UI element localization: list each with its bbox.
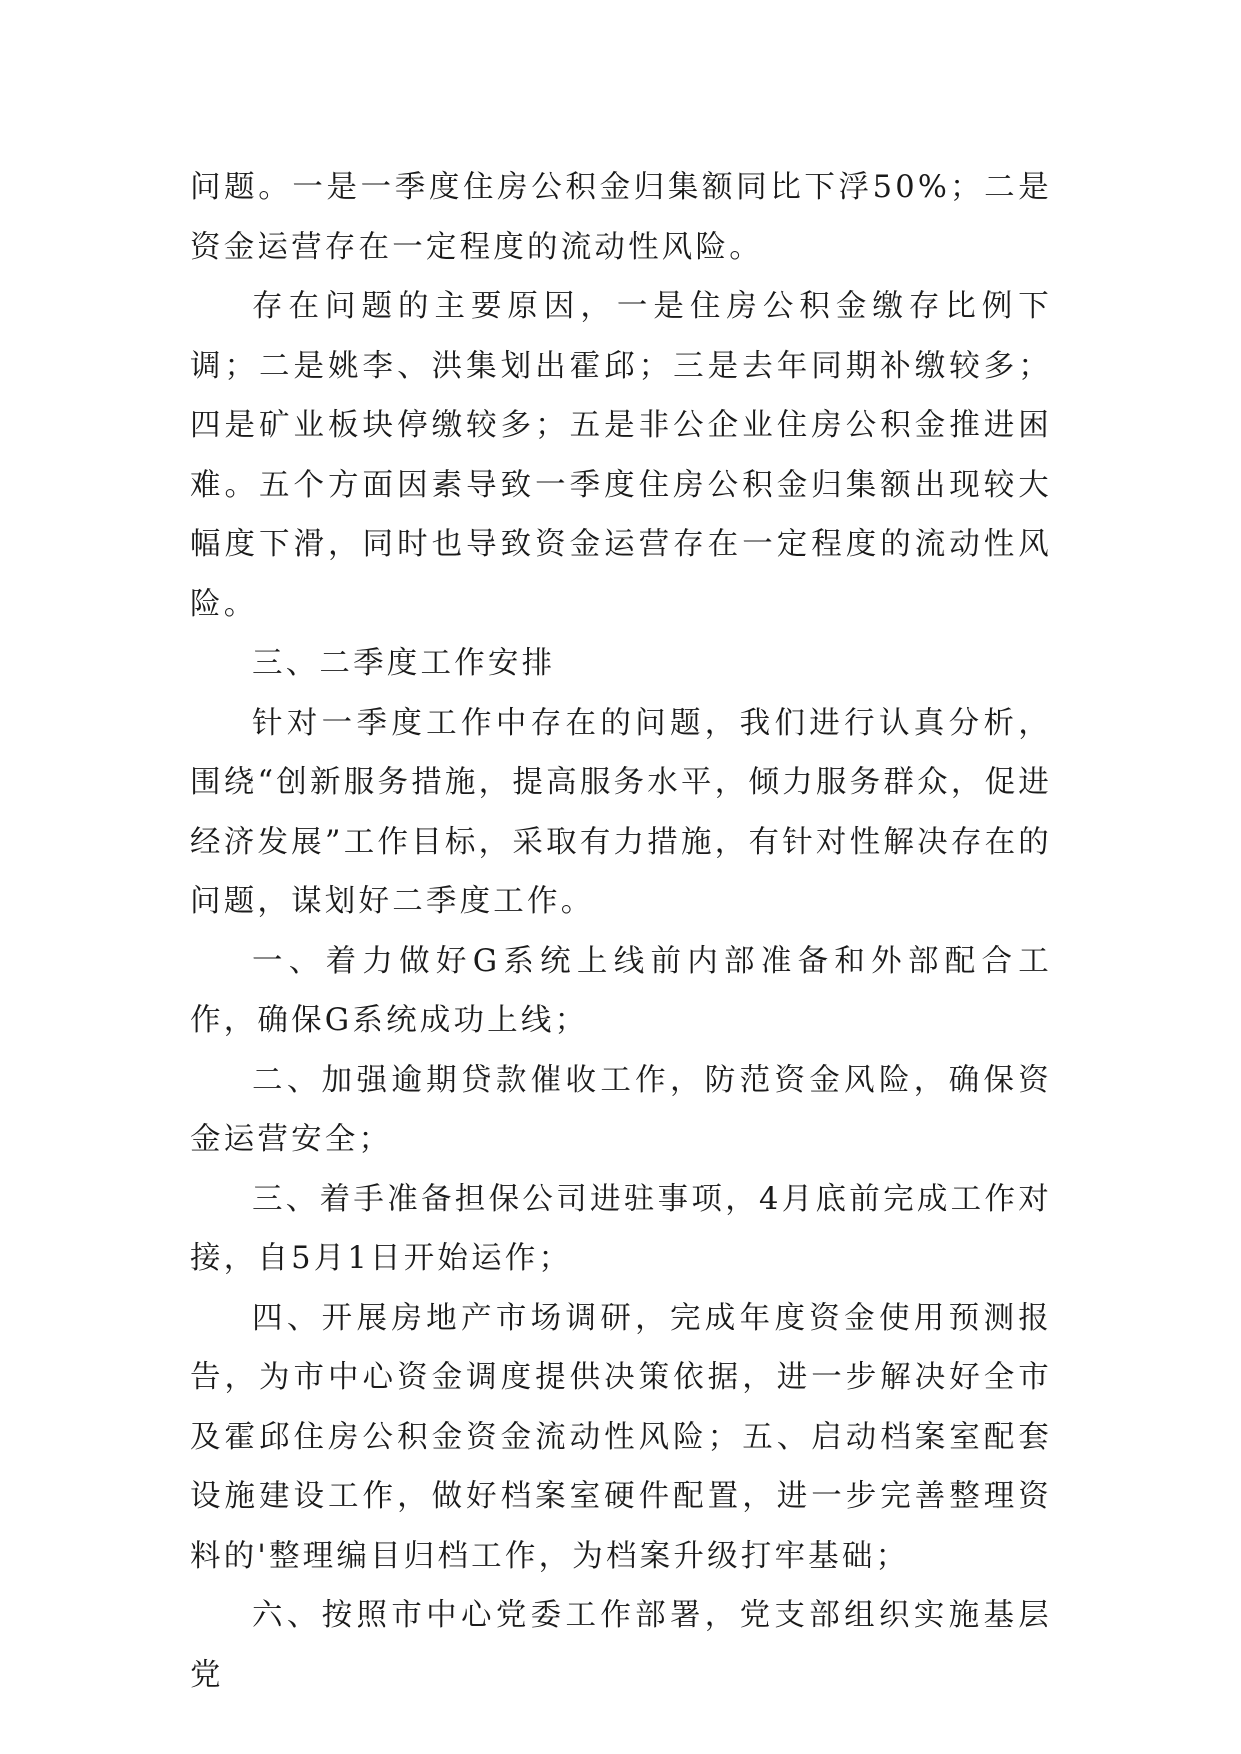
list-item-4-5: 四、开展房地产市场调研，完成年度资金使用预测报告，为市中心资金调度提供决策依据，进一步解决好全市及霍邱住房公积金资金流动性风险；五、启动档案室配套设施建设工作，做好档案室硬件配置，进一步完善整理资料的'整理编目归档工作，为档案升级打牢基础； <box>190 1300 1052 1574</box>
section-heading-q2-plan: 三、二季度工作安排 <box>252 646 556 681</box>
document-body <box>190 158 1052 1705</box>
paragraph-main-causes: 存在问题的主要原因，一是住房公积金缴存比例下调；二是姚李、洪集划出霍邱；三是去年同期补缴较多；四是矿业板块停缴较多；五是非公企业住房公积金推进困难。五个方面因素导致一季度住房公积金归集额出现较大幅度下滑，同时也导致资金运营存在一定程度的流动性风险。 <box>190 289 1052 622</box>
list-item-1: 一、着力做好G系统上线前内部准备和外部配合工作，确保G系统成功上线； <box>190 943 1052 1038</box>
paragraph-q2-intro: 针对一季度工作中存在的问题，我们进行认真分析，围绕“创新服务措施，提高服务水平，倾力服务群众，促进经济发展”工作目标，采取有力措施，有针对性解决存在的问题，谋划好二季度工作。 <box>190 705 1052 919</box>
list-item-3: 三、着手准备担保公司进驻事项，4月底前完成工作对接，自5月1日开始运作； <box>190 1181 1052 1276</box>
paragraph-problems-continued: 问题。一是一季度住房公积金归集额同比下浮50%；二是资金运营存在一定程度的流动性风险。 <box>190 170 1052 265</box>
list-item-2: 二、加强逾期贷款催收工作，防范资金风险，确保资金运营安全； <box>190 1062 1052 1157</box>
list-item-6: 六、按照市中心党委工作部署，党支部组织实施基层党 <box>190 1598 1052 1693</box>
